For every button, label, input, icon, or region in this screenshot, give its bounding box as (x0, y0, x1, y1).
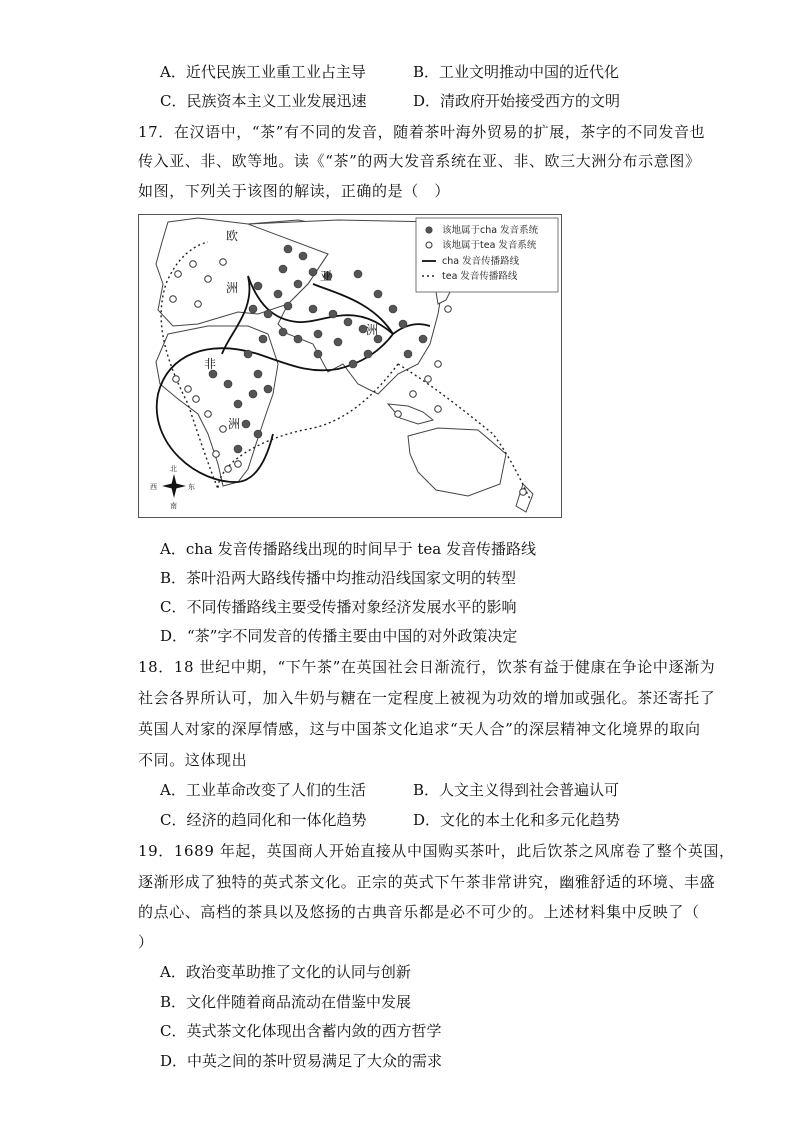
cha-point (274, 290, 282, 298)
cha-point (259, 335, 267, 343)
tea-point (220, 426, 227, 433)
q19-stem-line2: 逐渐形成了独特的英式茶文化。正宗的英式下午茶非常讲究，幽雅舒适的环境、丰盛 (138, 873, 716, 891)
q18-stem-line3: 英国人对家的深厚情感，这与中国茶文化追求“天人合”的深层精神文化境界的取向 (138, 720, 701, 738)
cha-point (209, 370, 217, 378)
cha-point (254, 370, 262, 378)
legend-cha-route-label: cha 发音传播路线 (442, 256, 520, 267)
compass-north: 北 (170, 465, 177, 473)
cha-point (404, 350, 412, 358)
cha-point (254, 282, 262, 290)
tea-point (213, 451, 220, 458)
tea-point (190, 261, 197, 268)
q17-option-d: D．“茶”字不同发音的传播主要由中国的对外政策决定 (160, 627, 518, 645)
cha-point (309, 268, 317, 276)
label-europe-1: 欧 (226, 229, 239, 243)
cha-point (329, 310, 337, 318)
tea-point (435, 406, 442, 413)
cha-point (294, 335, 302, 343)
tea-point (395, 411, 402, 418)
tea-point (195, 301, 202, 308)
label-africa-2: 洲 (228, 417, 241, 431)
q17-stem-line2: 传入亚、非、欧等地。读《“茶”的两大发音系统在亚、非、欧三大洲分布示意图》 (138, 152, 701, 170)
tea-point (220, 259, 227, 266)
cha-point (294, 280, 302, 288)
cha-point (284, 245, 292, 253)
q18-stem-line2: 社会各界所认可，加入牛奶与糖在一定程度上被视为功效的增加或强化。茶还寄托了 (138, 689, 716, 707)
tea-point (205, 276, 212, 283)
tea-pronunciation-map (138, 214, 562, 518)
q19-stem-line3: 的点心、高档的茶具以及悠扬的古典音乐都是必不可少的。上述材料集中反映了（ (138, 903, 700, 921)
cha-point (364, 350, 372, 358)
cha-point (279, 328, 287, 336)
tea-point (425, 376, 432, 383)
cha-point (264, 385, 272, 393)
cha-point (374, 290, 382, 298)
q19-option-b: B．文化伴随着商品流动在借鉴中发展 (160, 993, 412, 1011)
q16-option-c: C．民族资本主义工业发展迅速 (160, 92, 367, 110)
legend-cha-point-icon (426, 227, 432, 233)
cha-point (242, 420, 250, 428)
compass-west: 西 (150, 483, 157, 491)
legend-tea-route-label: tea 发音传播路线 (442, 271, 518, 282)
q19-option-d: D．中英之间的茶叶贸易满足了大众的需求 (160, 1052, 443, 1070)
q16-option-d: D．清政府开始接受西方的文明 (413, 92, 621, 110)
q19-option-a: A．政治变革助推了文化的认同与创新 (160, 963, 411, 981)
q18-option-b: B．人文主义得到社会普遍认可 (413, 781, 620, 799)
tea-point (170, 296, 177, 303)
q19-stem-line1: 19．1689 年起，英国商人开始直接从中国购买茶叶，此后饮茶之风席卷了整个英国， (138, 842, 735, 860)
legend-tea-point-label: 该地属于tea 发音系统 (442, 240, 537, 251)
cha-point (334, 338, 342, 346)
cha-point (224, 380, 232, 388)
tea-point (173, 376, 180, 383)
tea-point (235, 461, 242, 468)
legend-cha-point-label: 该地属于cha 发音系统 (442, 225, 539, 236)
compass-east: 东 (188, 483, 195, 491)
q17-option-c: C．不同传播路线主要受传播对象经济发展水平的影响 (160, 598, 517, 616)
cha-point (264, 310, 272, 318)
tea-point (205, 411, 212, 418)
tea-point (445, 306, 452, 313)
q17-option-b: B．茶叶沿两大路线传播中均推动沿线国家文明的转型 (160, 569, 517, 587)
cha-point (254, 430, 262, 438)
label-africa-1: 非 (204, 357, 217, 371)
tea-point (520, 489, 527, 496)
cha-point (234, 400, 242, 408)
cha-point (299, 252, 307, 260)
q18-option-c: C．经济的趋同化和一体化趋势 (160, 811, 367, 829)
q17-stem-line3: 如图，下列关于该图的解读，正确的是（ ） (138, 182, 451, 200)
legend-tea-point-icon (426, 242, 432, 248)
tea-point (185, 386, 192, 393)
q19-stem-line4: ） (138, 933, 154, 951)
cha-point (249, 305, 257, 313)
cha-point (314, 350, 322, 358)
cha-point (354, 270, 362, 278)
cha-point (399, 320, 407, 328)
tea-point (225, 466, 232, 473)
cha-point (309, 305, 317, 313)
cha-point (244, 350, 252, 358)
q17-option-a: A．cha 发音传播路线出现的时间早于 tea 发音传播路线 (160, 540, 536, 558)
q18-stem-line4: 不同。这体现出 (138, 751, 248, 769)
cha-point (314, 330, 322, 338)
q19-option-c: C．英式茶文化体现出含蓄内敛的西方哲学 (160, 1022, 442, 1040)
cha-point (279, 265, 287, 273)
label-europe-2: 洲 (226, 281, 239, 295)
q16-option-b: B．工业文明推动中国的近代化 (413, 63, 620, 81)
q16-option-a: A．近代民族工业重工业占主导 (160, 63, 366, 81)
tea-point (435, 361, 442, 368)
q18-option-d: D．文化的本土化和多元化趋势 (413, 811, 621, 829)
cha-point (344, 318, 352, 326)
cha-point (249, 390, 257, 398)
tea-point (410, 391, 417, 398)
q18-stem-line1: 18．18 世纪中期，“下午茶”在英国社会日渐流行，饮茶有益于健康在争论中逐渐为 (138, 658, 716, 676)
cha-point (234, 445, 242, 453)
tea-point (193, 396, 200, 403)
cha-point (389, 305, 397, 313)
map-legend (416, 218, 558, 292)
compass-south: 南 (170, 502, 177, 510)
cha-point (349, 360, 357, 368)
label-asia-1: 亚 (320, 269, 333, 283)
cha-point (419, 335, 427, 343)
tea-point (175, 271, 182, 278)
cha-point (284, 302, 292, 310)
label-asia-2: 洲 (366, 323, 379, 337)
q17-stem-line1: 17．在汉语中，“茶”有不同的发音，随着茶叶海外贸易的扩展，茶字的不同发音也 (138, 123, 706, 141)
q18-option-a: A．工业革命改变了人们的生活 (160, 781, 366, 799)
